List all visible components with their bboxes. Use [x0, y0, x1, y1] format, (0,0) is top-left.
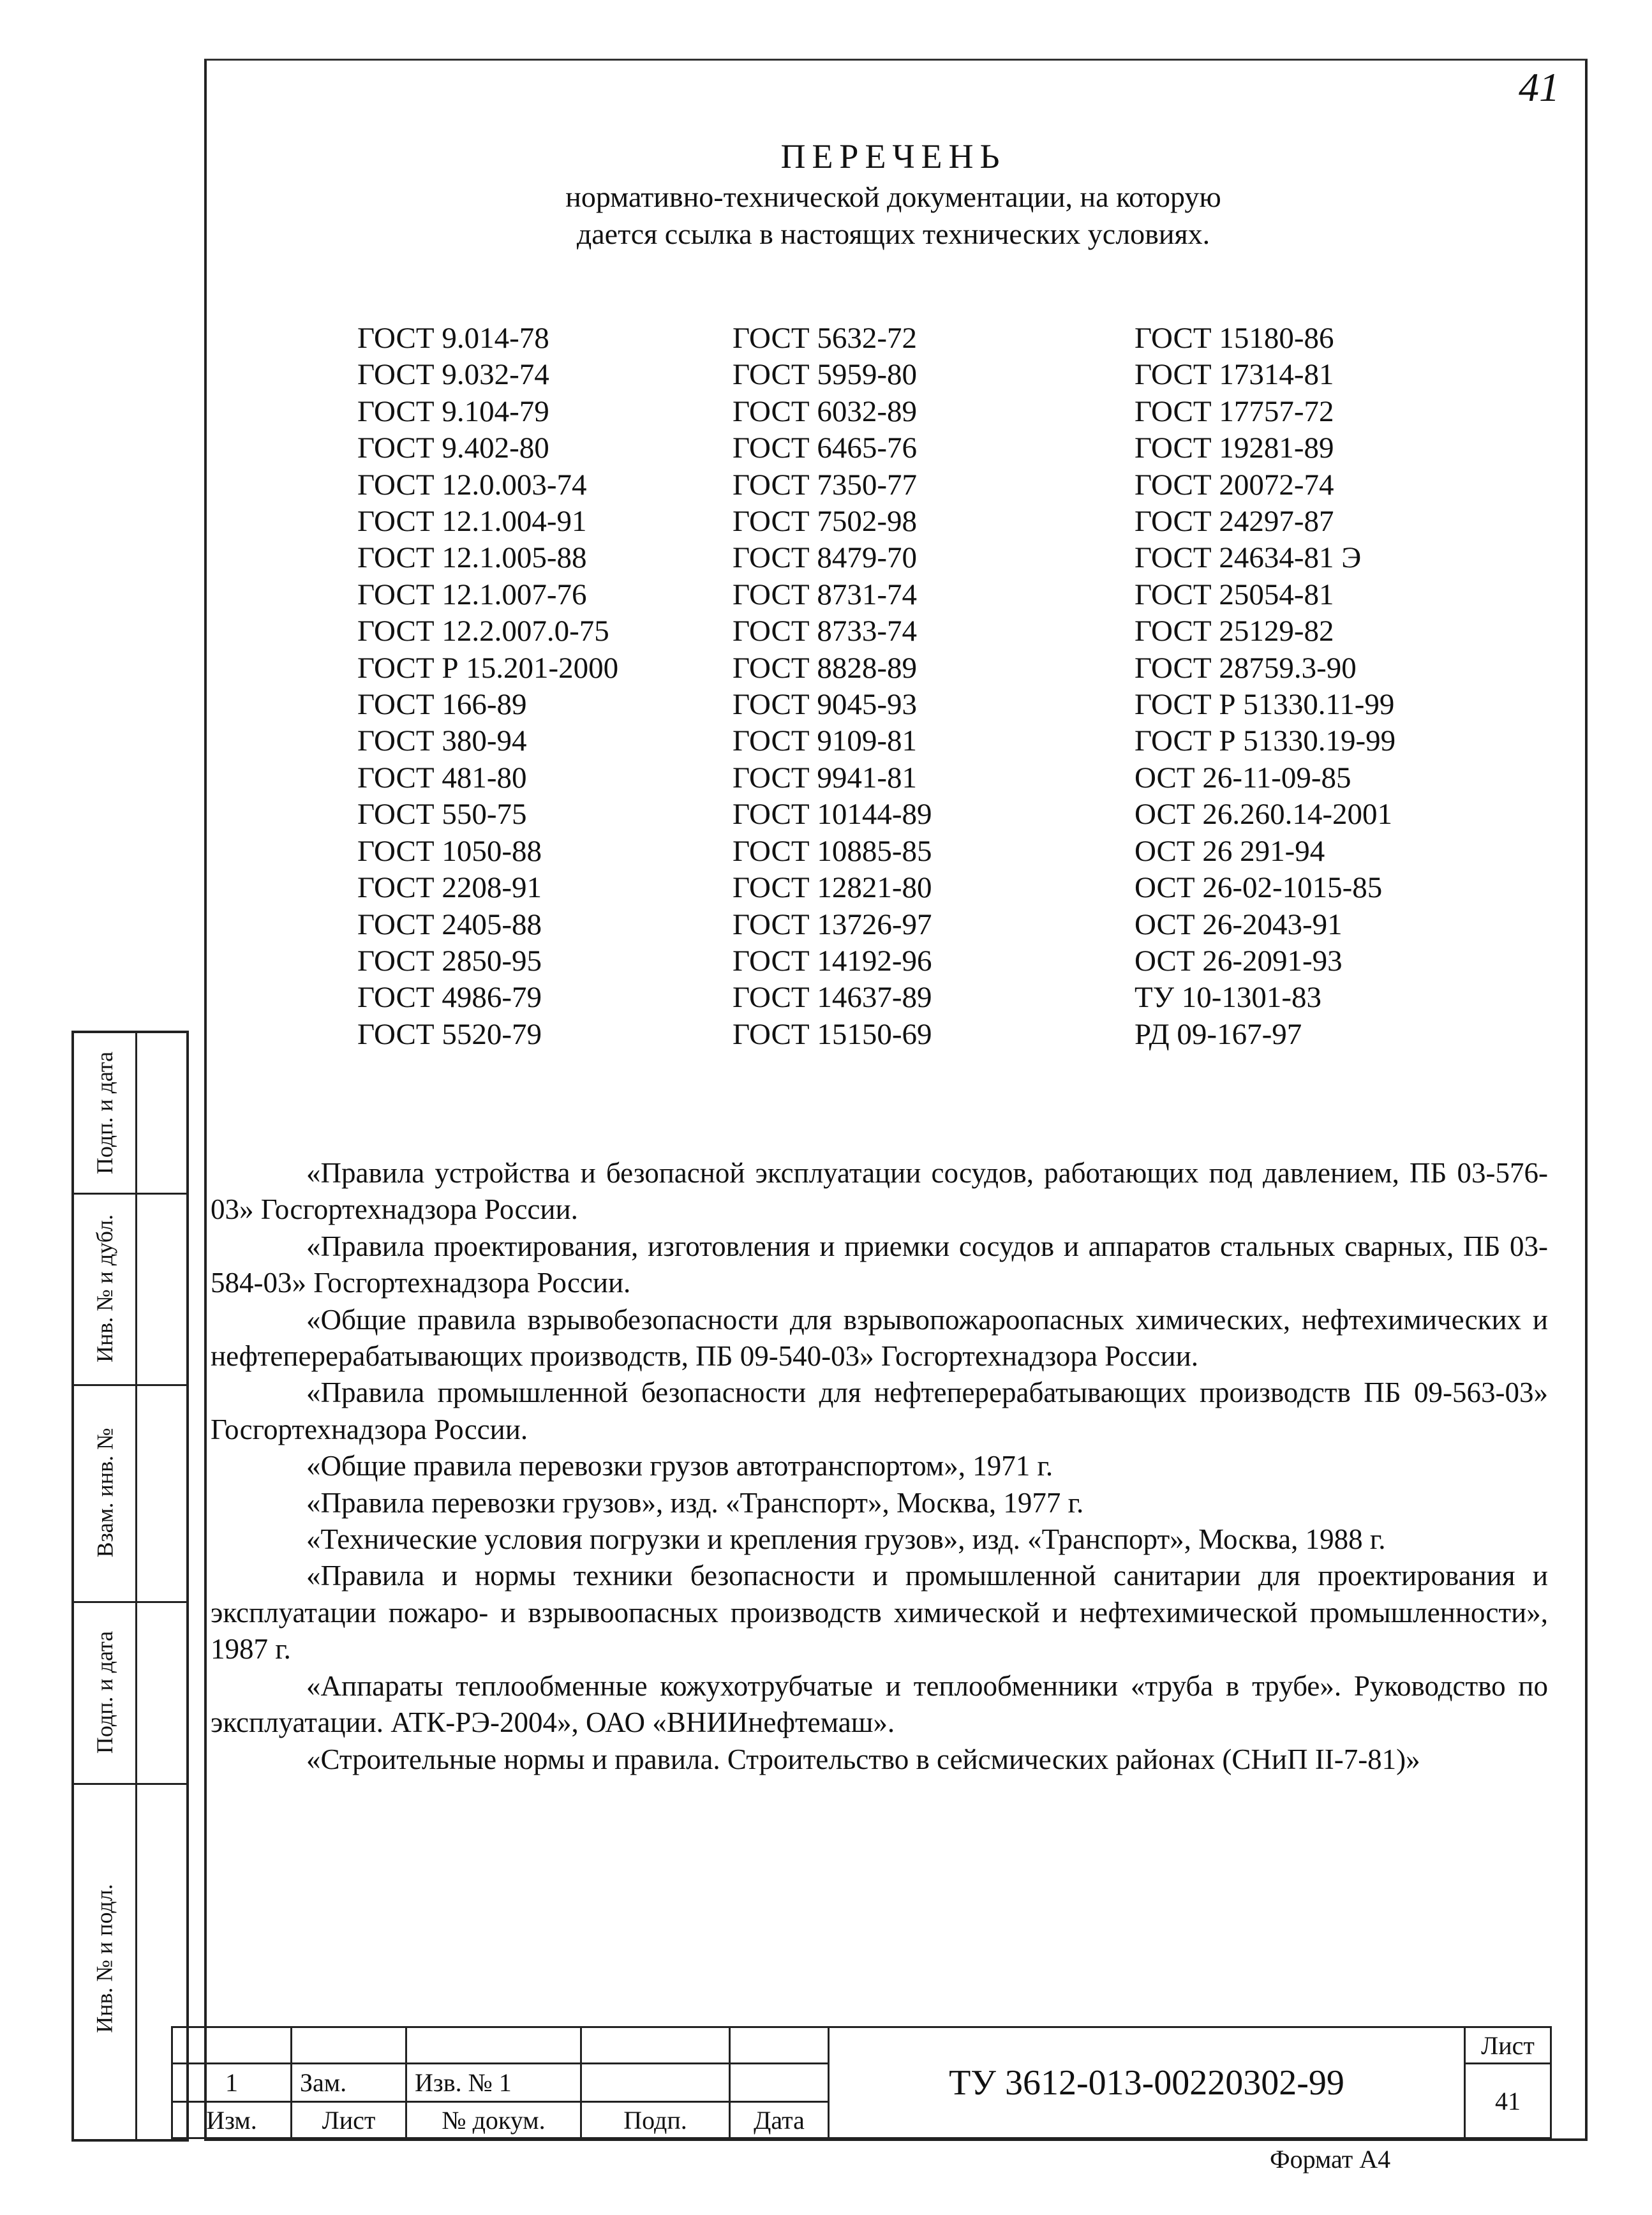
standard-item: ГОСТ 12.1.004-91 — [357, 505, 587, 539]
standard-item: РД 09-167-97 — [1135, 1017, 1302, 1051]
sheet-label: Лист — [1464, 2026, 1552, 2064]
standard-item: ГОСТ 12.2.007.0-75 — [357, 615, 609, 648]
standard-item: ГОСТ 1050-88 — [357, 834, 542, 868]
standard-item: ГОСТ 12.1.005-88 — [357, 541, 587, 575]
stamp-cell-empty — [580, 2026, 731, 2064]
reference-item: «Аппараты теплообменные кожухотрубчатые и теплообменники «труба в трубе». Руководство по эксплуатации. АТК-РЭ-2004», ОАО «ВНИИнефтемаш». — [211, 1669, 1548, 1739]
reference-item: «Строительные нормы и правила. Строительство в сейсмических районах (СНиП II-7-81)» — [306, 1743, 1420, 1775]
side-label-replace-inv: Взам. инв. № — [92, 1428, 117, 1558]
standard-item: ГОСТ 24297-87 — [1135, 505, 1334, 539]
standard-item: ГОСТ 5959-80 — [733, 358, 917, 392]
standard-item: ГОСТ 5632-72 — [733, 322, 917, 355]
document-subtitle-line2: дается ссылка в настоящих технических условиях. — [576, 218, 1210, 250]
reference-item: «Технические условия погрузки и крепления грузов», изд. «Транспорт», Москва, 1988 г. — [306, 1523, 1386, 1556]
standard-item: ГОСТ 481-80 — [357, 761, 527, 794]
standard-item: ГОСТ 4986-79 — [357, 981, 542, 1015]
document-code: ТУ 3612-013-00220302-99 — [828, 2026, 1466, 2139]
stamp-header-date: Дата — [729, 2101, 830, 2139]
standard-item: ГОСТ 14192-96 — [733, 944, 932, 978]
standard-item: ГОСТ 12821-80 — [733, 871, 932, 905]
standard-item: ГОСТ 9045-93 — [733, 688, 917, 722]
standard-item: ГОСТ Р 15.201-2000 — [357, 651, 619, 685]
standard-item: ГОСТ 550-75 — [357, 798, 527, 832]
standard-item: ТУ 10-1301-83 — [1135, 981, 1322, 1015]
side-label-sign-date-1: Подп. и дата — [92, 1051, 118, 1175]
side-strip-line — [135, 1033, 137, 2139]
standard-item: ГОСТ 9109-81 — [733, 724, 917, 758]
stamp-header-izm: Изм. — [171, 2101, 292, 2139]
reference-item: «Правила проектирования, изготовления и приемки сосудов и аппаратов стальных сварных, ПБ 03-584-03» Госгортехнадзора России. — [211, 1230, 1548, 1299]
stamp-header-sign: Подп. — [580, 2101, 731, 2139]
standard-item: ГОСТ 24634-81 Э — [1135, 541, 1362, 575]
references-list — [211, 1155, 1548, 1778]
standard-item: ГОСТ 8479-70 — [733, 541, 917, 575]
document-subtitle-line1: нормативно-технической документации, на которую — [565, 181, 1221, 213]
stamp-cell-empty — [729, 2026, 830, 2064]
standards-column-1 — [357, 320, 618, 1053]
standard-item: ГОСТ 9941-81 — [733, 761, 917, 794]
standard-item: ГОСТ 2405-88 — [357, 907, 542, 941]
standard-item: ГОСТ 9.402-80 — [357, 431, 549, 465]
format-label: Формат А4 — [1270, 2145, 1391, 2174]
standard-item: ГОСТ 17757-72 — [1135, 394, 1334, 428]
reference-item: «Общие правила взрывобезопасности для взрывопожароопасных химических, нефтехимических и нефтеперерабатывающих производств, ПБ 09-540-03» Госгортехнадзора России. — [211, 1303, 1548, 1373]
standards-column-2 — [733, 320, 932, 1053]
standard-item: ОСТ 26-2043-91 — [1135, 907, 1343, 941]
standard-item: ГОСТ 8733-74 — [733, 615, 917, 648]
stamp-cell-empty — [405, 2026, 582, 2064]
standard-item: ГОСТ 9.032-74 — [357, 358, 549, 392]
standard-item: ГОСТ 2850-95 — [357, 944, 542, 978]
standard-item: ОСТ 26.260.14-2001 — [1135, 798, 1392, 832]
standards-column-3 — [1135, 320, 1395, 1053]
standard-item: ГОСТ 6032-89 — [733, 394, 917, 428]
title-block — [171, 2026, 1552, 2139]
document-header — [204, 134, 1582, 253]
standard-item: ГОСТ Р 51330.19-99 — [1135, 724, 1396, 758]
side-label-inv-dupl: Инв. № и дубл. — [92, 1214, 118, 1363]
standard-item: ГОСТ 2208-91 — [357, 871, 542, 905]
standard-item: ГОСТ 14637-89 — [733, 981, 932, 1015]
side-label-inv-orig: Инв. № и подл. — [92, 1884, 118, 2033]
standard-item: ГОСТ 166-89 — [357, 688, 527, 722]
document-title: ПЕРЕЧЕНЬ — [780, 137, 1006, 175]
reference-item: «Правила устройства и безопасной эксплуатации сосудов, работающих под давлением, ПБ 03-576-03» Госгортехнадзора России. — [211, 1157, 1548, 1226]
standard-item: ГОСТ 17314-81 — [1135, 358, 1334, 392]
stamp-change-number: 1 — [171, 2062, 292, 2103]
reference-item: «Правила перевозки грузов», изд. «Транспорт», Москва, 1977 г. — [306, 1486, 1084, 1519]
side-margin-strip — [71, 1031, 189, 2142]
standard-item: ГОСТ 8828-89 — [733, 651, 917, 685]
standard-item: ГОСТ 19281-89 — [1135, 431, 1334, 465]
stamp-change-doc: Изв. № 1 — [405, 2062, 582, 2103]
standard-item: ГОСТ 15180-86 — [1135, 322, 1334, 355]
reference-item: «Правила промышленной безопасности для нефтеперерабатывающих производств ПБ 09-563-03» Госгортехнадзора России. — [211, 1376, 1548, 1445]
standard-item: ГОСТ 20072-74 — [1135, 468, 1334, 502]
standard-item: ГОСТ 380-94 — [357, 724, 527, 758]
side-label-sign-date-2: Подп. и дата — [92, 1630, 118, 1754]
standard-item: ГОСТ 8731-74 — [733, 578, 917, 611]
standard-item: ОСТ 26-2091-93 — [1135, 944, 1343, 978]
standard-item: ГОСТ 5520-79 — [357, 1017, 542, 1051]
stamp-cell-empty — [290, 2026, 407, 2064]
reference-item: «Правила и нормы техники безопасности и промышленной санитарии для проектирования и эксплуатации пожаро- и взрывоопасных производств химической и нефтехимической промышленности», 1987 г. — [211, 1560, 1548, 1666]
standard-item: ОСТ 26-11-09-85 — [1135, 761, 1351, 794]
standard-item: ГОСТ 6465-76 — [733, 431, 917, 465]
stamp-header-list: Лист — [290, 2101, 407, 2139]
standard-item: ГОСТ 12.1.007-76 — [357, 578, 587, 611]
standard-item: ГОСТ 7350-77 — [733, 468, 917, 502]
standard-item: ГОСТ 15150-69 — [733, 1017, 932, 1051]
standard-item: ГОСТ 10144-89 — [733, 798, 932, 832]
standard-item: ГОСТ 13726-97 — [733, 907, 932, 941]
stamp-header-doc: № докум. — [405, 2101, 582, 2139]
reference-item: «Общие правила перевозки грузов автотранспортом», 1971 г. — [306, 1450, 1053, 1482]
standard-item: ГОСТ 7502-98 — [733, 505, 917, 539]
page-number: 41 — [1519, 64, 1559, 110]
standard-item: ГОСТ 25054-81 — [1135, 578, 1334, 611]
standard-item: ГОСТ 25129-82 — [1135, 615, 1334, 648]
stamp-change-date — [729, 2062, 830, 2103]
standard-item: ГОСТ 9.104-79 — [357, 394, 549, 428]
stamp-cell-empty — [171, 2026, 292, 2064]
standard-item: ГОСТ 28759.3-90 — [1135, 651, 1357, 685]
stamp-change-sign — [580, 2062, 731, 2103]
sheet-number: 41 — [1464, 2062, 1552, 2139]
standard-item: ОСТ 26-02-1015-85 — [1135, 871, 1383, 905]
stamp-change-list: Зам. — [290, 2062, 407, 2103]
standard-item: ОСТ 26 291-94 — [1135, 834, 1325, 868]
standard-item: ГОСТ 9.014-78 — [357, 322, 549, 355]
standard-item: ГОСТ Р 51330.11-99 — [1135, 688, 1395, 722]
standard-item: ГОСТ 12.0.003-74 — [357, 468, 587, 502]
standard-item: ГОСТ 10885-85 — [733, 834, 932, 868]
